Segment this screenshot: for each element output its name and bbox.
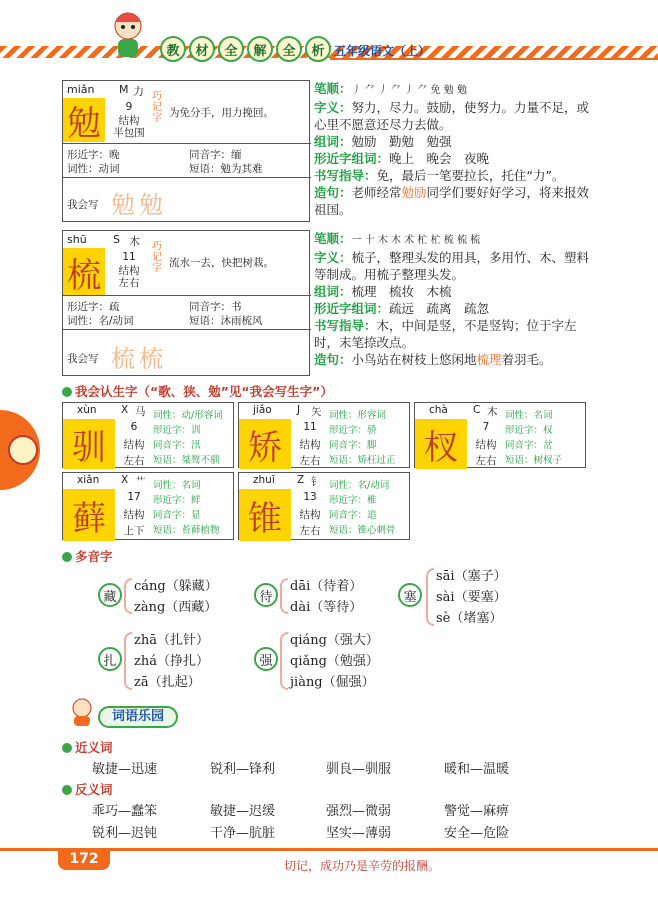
qiao-char: 字: [152, 113, 162, 124]
bracket: [124, 578, 132, 614]
strokes: 11: [122, 251, 136, 263]
struct-label: 结构: [123, 439, 145, 451]
struct-type: 半包围: [113, 127, 145, 139]
word-group: 勉励 勤勉 勉强: [351, 134, 452, 149]
bullet-icon: [62, 743, 72, 753]
side-mascot-icon: [8, 435, 38, 465]
book-title: [160, 36, 331, 62]
label: 笔顺：: [314, 81, 352, 96]
phrase: 短语：桀骜不驯: [153, 455, 220, 466]
pinyin: jiǎo: [253, 404, 272, 416]
mascot-icon: [66, 696, 98, 728]
label: 笔顺：: [314, 231, 352, 246]
similar-char: 形近字：权: [505, 425, 553, 436]
char-card-shu: [62, 230, 310, 376]
small-card-cha: [414, 402, 586, 468]
phrase: 短语：矫枉过正: [329, 455, 396, 466]
char-card-mian: [62, 80, 310, 222]
detail-shu: [314, 230, 598, 368]
small-card-jiao: [238, 402, 410, 468]
antonym-pair: 敏捷—迟缓: [210, 804, 276, 819]
section-title: 反义词: [75, 782, 113, 797]
section-title: 近义词: [75, 740, 113, 755]
struct-label: 结构: [123, 509, 145, 521]
part-of-speech: 词性：动词: [67, 163, 120, 175]
struct-label: 结构: [299, 509, 321, 521]
title-char: 材: [189, 36, 215, 62]
big-char: 藓: [63, 489, 115, 541]
reading: dài（等待）: [290, 600, 363, 615]
same-sound-char: 同音字：缅: [189, 149, 242, 161]
sentence: 小鸟站在树枝上悠闲地: [351, 352, 477, 367]
memory-tip: 为免分手，用力挽回。: [169, 107, 274, 119]
synonym-pair: 暖和—温暖: [444, 762, 510, 777]
antonym-pair: 坚实—薄弱: [326, 826, 392, 841]
ciyu-title: 词语乐园: [98, 706, 178, 728]
part-of-speech: 词性：动/形容词: [153, 410, 223, 421]
similar-char: 形近字：鲜: [153, 495, 201, 506]
memory-tip: 流水一去，快把树栽。: [169, 257, 274, 269]
reading: sāi（塞子）: [436, 569, 507, 584]
sentence-highlight: 勉励: [401, 185, 427, 200]
pinyin: miǎn: [67, 83, 95, 96]
same-sound-char: 同音字：追: [329, 510, 377, 521]
radical: 矢: [311, 406, 322, 418]
small-card-xun: [62, 402, 234, 468]
same-sound-char: 同音字：脚: [329, 440, 377, 451]
i-can-write-label: 我会写: [67, 353, 99, 365]
stroke-order: 一 十 木 木 术 杧 杧 梳 梳 梳: [351, 235, 481, 246]
poly-readings: [436, 566, 507, 629]
pinyin: chà: [429, 404, 448, 416]
title-char: 全: [276, 36, 302, 62]
phrase: 短语：锥心刺骨: [329, 525, 396, 536]
struct-type: 左右: [118, 277, 140, 289]
reading: qiáng（强大）: [290, 633, 379, 648]
reading: zhā（扎针）: [134, 633, 209, 648]
title-char: 解: [247, 36, 273, 62]
label: 造句：: [314, 185, 352, 200]
strokes: 13: [303, 491, 317, 503]
antonym-pair: 安全—危险: [444, 826, 510, 841]
section-title: 我会认生字（“歌、狭、勉”见“我会写生字”）: [75, 384, 333, 399]
label: 书写指导：: [314, 318, 377, 333]
similar-char: 形近字：骄: [329, 425, 377, 436]
same-sound-char: 同音字：书: [189, 301, 242, 313]
sentence: 同学们要好好学习，将来报效祖国。: [314, 185, 590, 217]
word-group: 梳理 梳妆 木梳: [351, 284, 452, 299]
qiao-ji-zi: [151, 91, 163, 124]
antonym-pair: 锐利—迟钝: [92, 826, 158, 841]
radical: 木: [487, 406, 498, 418]
poly-char: 塞: [398, 583, 422, 607]
section-synonyms: [62, 738, 113, 756]
struct-type: 左右: [475, 455, 497, 467]
strokes: 6: [130, 421, 138, 433]
part-of-speech: 词性：名/动词: [329, 480, 390, 491]
radical-letter: M: [119, 83, 129, 96]
radical: 木: [129, 235, 140, 248]
label: 字义：: [314, 250, 352, 265]
qiao-char: 巧: [152, 241, 162, 252]
similar-char: 形近字：晚: [67, 149, 120, 161]
meaning: 梳子，整理头发的用具，多用竹、木、塑料等制成。用梳子整理头发。: [314, 250, 590, 282]
poly-char: 扎: [98, 647, 122, 671]
label: 形近字组词：: [314, 151, 390, 166]
phrase: 短语：沐雨梳风: [189, 315, 263, 327]
qiao-ji-zi: [151, 241, 163, 274]
big-char: 驯: [63, 419, 115, 469]
similar-char: 形近字：椎: [329, 495, 377, 506]
radical: 力: [133, 85, 144, 98]
bracket: [426, 568, 434, 626]
reading: zàng（西藏）: [134, 600, 218, 615]
similar-words: 疏远 疏离 疏忽: [389, 301, 490, 316]
phrase: 短语：树杈子: [505, 455, 563, 466]
phrase: 短语：勉为其难: [189, 163, 263, 175]
antonym-pair: 乖巧—蠢笨: [92, 804, 158, 819]
strokes: 17: [127, 491, 141, 503]
pinyin: zhuī: [253, 474, 275, 486]
sentence-highlight: 梳理: [476, 352, 502, 367]
antonym-pair: 干净—肮脏: [210, 826, 276, 841]
label: 组词：: [314, 134, 352, 149]
poly-readings: [290, 576, 362, 618]
poly-readings: [290, 630, 379, 693]
synonym-pair: 锐利—锋利: [210, 762, 276, 777]
radical-letter: Z: [297, 474, 305, 486]
antonym-pair: 强烈—微弱: [326, 804, 392, 819]
radical-letter: X: [121, 474, 129, 486]
qiao-char: 记: [152, 102, 162, 113]
struct-type: 左右: [123, 455, 145, 467]
same-sound-char: 同音字：汛: [153, 440, 201, 451]
label: 形近字组词：: [314, 301, 390, 316]
label: 书写指导：: [314, 168, 377, 183]
radical-letter: C: [473, 404, 481, 416]
page-number: 172: [58, 848, 110, 870]
section-polyphonic: [62, 547, 113, 565]
reading: jiàng（倔强）: [290, 675, 375, 690]
radical: 马: [135, 406, 146, 418]
reading: zā（扎起）: [134, 675, 201, 690]
poly-readings: [134, 630, 209, 693]
part-of-speech: 词性：名词: [153, 480, 201, 491]
bracket: [280, 632, 288, 690]
synonym-pair: 驯良—驯服: [326, 762, 392, 777]
similar-char: 形近字：疏: [67, 301, 120, 313]
poly-char: 藏: [98, 583, 122, 607]
same-sound-char: 同音字：显: [153, 510, 201, 521]
poly-char: 待: [254, 583, 278, 607]
struct-type: 上下: [123, 525, 145, 537]
radical-letter: S: [113, 233, 120, 246]
pinyin: shū: [67, 233, 87, 246]
grade-label: 五年级语文（上）: [334, 44, 431, 58]
reading: dāi（待着）: [290, 579, 363, 594]
struct-label: 结构: [475, 439, 497, 451]
antonym-pair: 警觉—麻痹: [444, 804, 510, 819]
bracket: [124, 632, 132, 690]
reading: qiǎng（勉强）: [290, 654, 379, 669]
writing-guide: 木，中间是竖，不是竖钩；位于字左时，末笔捺改点。: [314, 318, 577, 350]
bullet-icon: [62, 387, 72, 397]
sentence: 老师经常: [351, 185, 402, 200]
phrase: 短语：苔藓植物: [153, 525, 220, 536]
radical: 钅: [311, 476, 322, 488]
small-card-zhui: [238, 472, 410, 540]
struct-label: 结构: [118, 115, 140, 127]
bullet-icon: [62, 552, 72, 562]
section-title: 多音字: [75, 549, 113, 564]
trace-chars: 梳梳: [111, 345, 167, 373]
strokes: 11: [303, 421, 317, 433]
reading: cáng（躲藏）: [134, 579, 218, 594]
label: 字义：: [314, 100, 352, 115]
radical: 艹: [135, 476, 146, 488]
part-of-speech: 词性：名词: [505, 410, 553, 421]
reading: zhá（挣扎）: [134, 654, 209, 669]
stroke-order: 丿 ⺈ 丿 ⺈ 丿 ⺈ 免 勉 勉: [351, 85, 467, 96]
part-of-speech: 词性：名/动词: [67, 315, 134, 327]
reading: sài（要塞）: [436, 590, 507, 605]
big-char: 锥: [239, 489, 291, 541]
qiao-char: 巧: [152, 91, 162, 102]
sentence: 着羽毛。: [501, 352, 552, 367]
struct-type: 左右: [299, 525, 321, 537]
struct-label: 结构: [118, 265, 140, 277]
pinyin: xùn: [77, 404, 97, 416]
title-char: 析: [305, 36, 331, 62]
qiao-char: 字: [152, 263, 162, 274]
i-can-write-label: 我会写: [67, 199, 99, 211]
struct-type: 左右: [299, 455, 321, 467]
meaning: 努力，尽力。鼓励，使努力。力量不足，或心里不愿意还尽力去做。: [314, 100, 590, 132]
bullet-icon: [62, 785, 72, 795]
big-char: 杈: [415, 419, 467, 469]
big-char: 勉: [63, 98, 105, 142]
label: 造句：: [314, 352, 352, 367]
struct-label: 结构: [299, 439, 321, 451]
part-of-speech: 词性：形容词: [329, 410, 387, 421]
radical-letter: X: [121, 404, 129, 416]
title-char: 全: [218, 36, 244, 62]
detail-mian: [314, 80, 598, 218]
pinyin: xiǎn: [77, 474, 100, 486]
section-recognize: [62, 382, 333, 400]
label: 组词：: [314, 284, 352, 299]
title-char: 教: [160, 36, 186, 62]
poly-char: 强: [254, 647, 278, 671]
big-char: 梳: [63, 248, 105, 296]
strokes: 9: [125, 101, 133, 113]
small-card-xian: [62, 472, 234, 540]
strokes: 7: [482, 421, 490, 433]
section-antonyms: [62, 780, 113, 798]
radical-letter: J: [297, 404, 301, 416]
writing-guide: 免，最后一笔要拉长，托住“力”。: [376, 168, 565, 183]
trace-chars: 勉勉: [111, 191, 167, 219]
similar-words: 晚上 晚会 夜晚: [389, 151, 490, 166]
mascot-icon: [106, 8, 150, 60]
footer-motto: 切记，成功乃是辛劳的报酬。: [284, 859, 441, 873]
big-char: 矫: [239, 419, 291, 469]
synonym-pair: 敏捷—迅速: [92, 762, 158, 777]
poly-readings: [134, 576, 218, 618]
qiao-char: 记: [152, 252, 162, 263]
similar-char: 形近字：训: [153, 425, 201, 436]
same-sound-char: 同音字：岔: [505, 440, 553, 451]
reading: sè（堵塞）: [436, 611, 503, 626]
bracket: [280, 578, 288, 614]
